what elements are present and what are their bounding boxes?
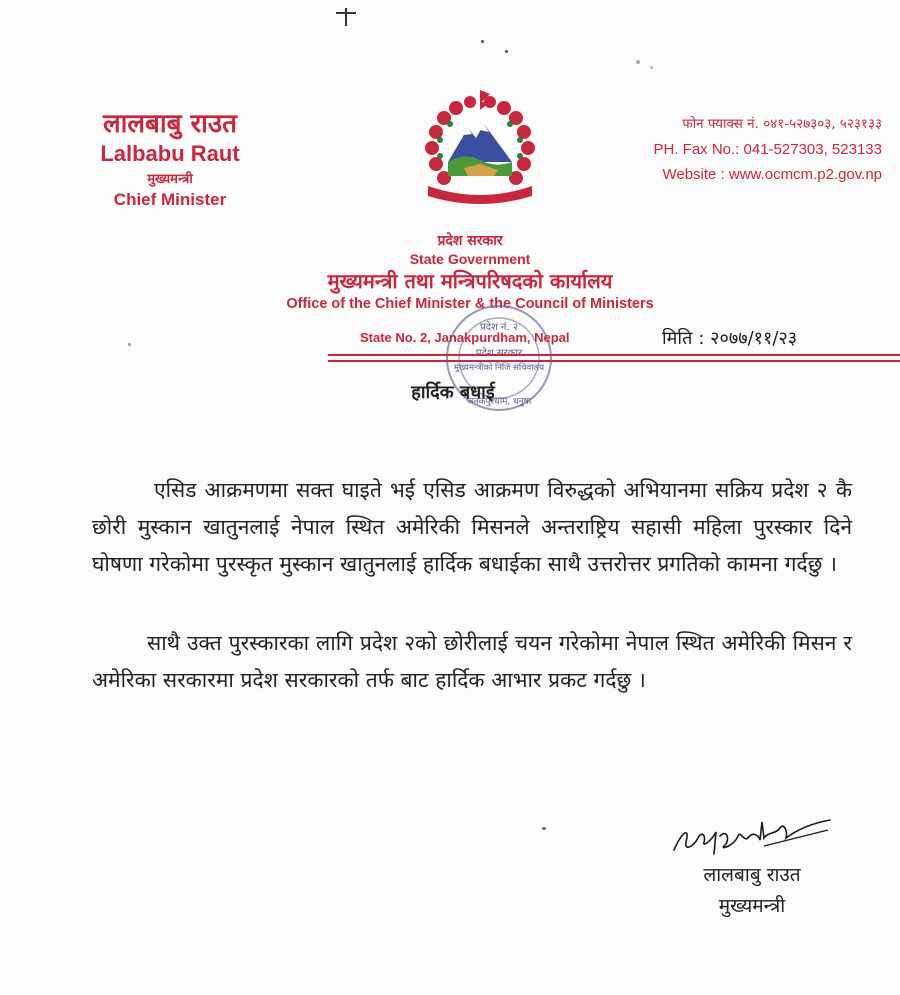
- sender-title-en: Chief Minister: [113, 190, 227, 209]
- scan-speck: [650, 66, 653, 69]
- scan-speck: [128, 343, 131, 346]
- stamp-line1: प्रदेश नं. २: [479, 322, 519, 333]
- government-en: State Government: [409, 251, 531, 267]
- letter-heading: हार्दिक बधाई: [411, 382, 495, 403]
- phone-en: PH. Fax No.: 041-527303, 523133: [653, 141, 882, 158]
- state-address: State No. 2, Janakpurdham, Nepal: [360, 330, 570, 345]
- contact-block: [600, 112, 882, 187]
- scan-speck: [505, 50, 508, 53]
- sender-name-np: लालबाबु राउत: [103, 109, 237, 139]
- phone-np: फोन फ्याक्स नं. ०४१-५२७३०३, ५२३१३३: [682, 116, 882, 132]
- date-value: : २०७७/११/२३: [698, 328, 798, 349]
- body-paragraph-1: एसिड आक्रमणमा सक्त घाइते भई एसिड आक्रमण विरुद्धको अभियानमा सक्रिय प्रदेश २ कै छोरी मुस्कान खातुनलाई नेपाल स्थित अमेरिकी मिसनले अन्तराष्ट्रिय सहासी महिला पुरस्कार दिने घोषणा गरेकोमा पुरस्कृत मुस्कान खातुनलाई हार्दिक बधाईका साथै उत्तरोत्तर प्रगतिको कामना गर्दछु ।: [92, 478, 852, 576]
- website: Website : www.ocmcm.p2.gov.np: [662, 166, 882, 183]
- date: [662, 326, 803, 350]
- scan-speck: [636, 60, 640, 64]
- header-divider-bottom: [328, 360, 900, 362]
- signatory-title: मुख्यमन्त्री: [718, 895, 786, 917]
- handwritten-signature: [668, 802, 840, 862]
- sender-name-en: Lalbabu Raut: [100, 141, 240, 166]
- office-name-en: Office of the Chief Minister & the Council of Ministers: [286, 296, 654, 312]
- scan-speck: [481, 40, 484, 43]
- government-np: प्रदेश सरकार: [437, 233, 503, 249]
- stamp-line2: [476, 347, 523, 359]
- stamp-line4: जनकपुरधाम, धनुषा: [466, 397, 532, 407]
- date-label: मिति: [662, 328, 693, 349]
- signatory-block: [672, 860, 832, 922]
- sender-title-np: मुख्यमन्त्री: [147, 172, 193, 187]
- scan-speck: [542, 827, 546, 830]
- nepal-emblem-icon: [414, 88, 546, 212]
- signatory-name: लालबाबु राउत: [703, 864, 801, 886]
- sender-block: [60, 108, 280, 210]
- header-divider-top: [328, 354, 900, 356]
- office-name-np: मुख्यमन्त्री तथा मन्त्रिपरिषदको कार्यालय: [327, 269, 613, 293]
- scan-mark: [345, 8, 347, 26]
- scan-mark: [336, 12, 356, 14]
- body-paragraph-2: साथै उक्त पुरस्कारका लागि प्रदेश २को छोरीलाई चयन गरेकोमा नेपाल स्थित अमेरिकी मिसन र अमेरिका सरकारमा प्रदेश सरकारको तर्फ बाट हार्दिक आभार प्रकट गर्दछु ।: [92, 631, 852, 692]
- stamp-line3: मुख्यमन्त्रीको निजि सचिवालय: [453, 363, 545, 373]
